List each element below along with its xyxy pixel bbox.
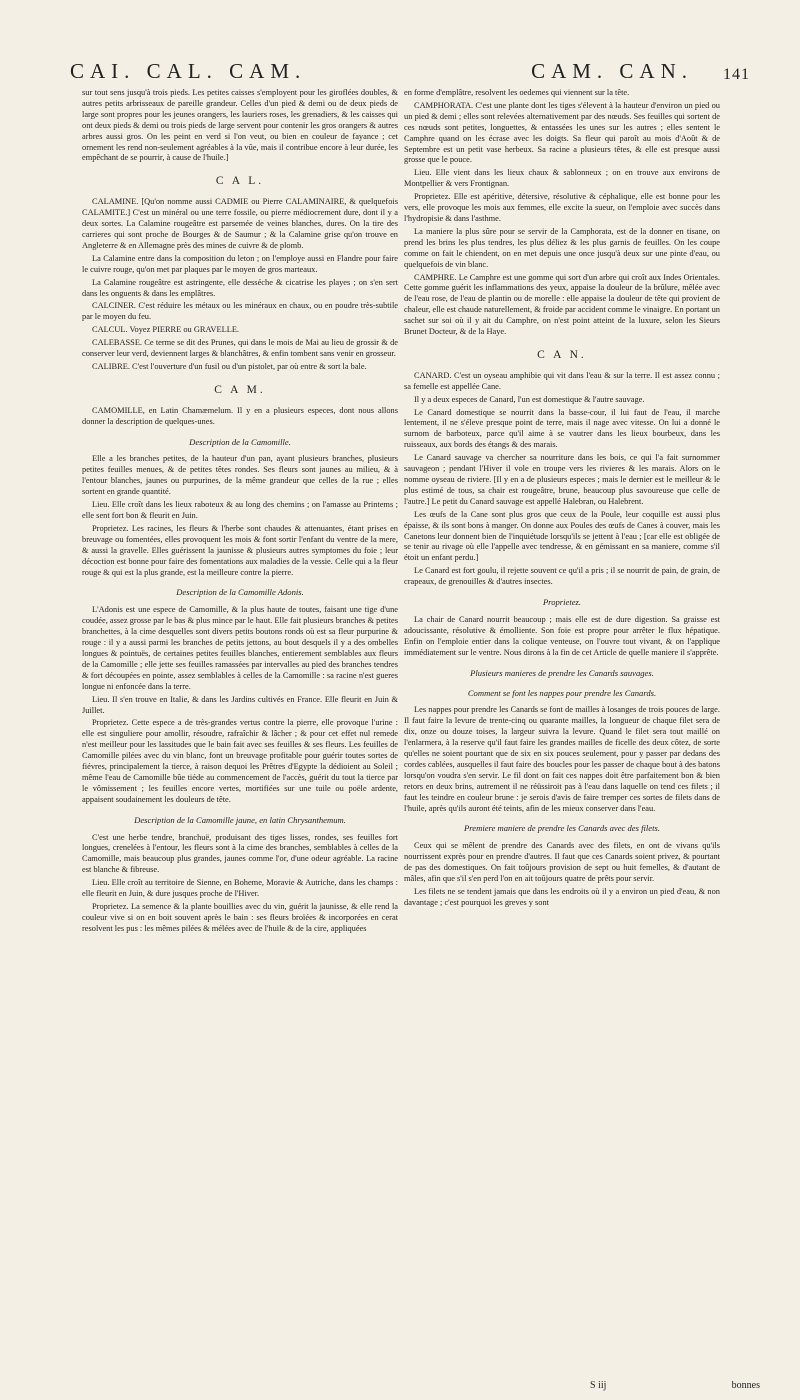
- section-heading: C A N.: [537, 348, 587, 361]
- subsection-heading: Proprietez.: [542, 597, 582, 608]
- paragraph: CANARD. C'est un oyseau amphibie qui vit dans l'eau & sur la terre. Il est assez connu ; sa femelle est appellée Cane.: [404, 370, 720, 391]
- paragraph: CALEBASSE. Ce terme se dit des Prunes, qui dans le mois de Mai au lieu de grossir & de conserver leur verd, deviennent larges & blanchâtres, & enfin tombent sans venir en grosseur.: [82, 338, 398, 359]
- paragraph: Lieu. Elle croît au territoire de Sienne, en Boheme, Moravie & Autriche, dans les champs : elle fleurit en Juin, & dure jusques proche de l'Hiver.: [82, 878, 398, 899]
- paragraph: sur tout sens jusqu'à trois pieds. Les petites caisses s'employent pour les giroflées doubles, & autres petits arbrisseaux de pareille grandeur. Celles d'un pied & demi ou de deux pieds de large sont propres pour les jeunes orangers, les lauriers roses, les grenadiers, & les caisses qui ont deux pieds & demi ou trois pieds de large servent pour contenir les gros orangers & autres arbres aussi gros. On les peint en verd si l'on veut, ou bien en couleur de fayance ; cet ornement les rend non-seulement agréables à la vûe, mais il contribue encore à leur durée, les empêchant de se pourrir, à cause de l'huile.]: [82, 88, 398, 163]
- paragraph: Lieu. Il s'en trouve en Italie, & dans les Jardins cultivés en France. Elle fleurit en Juin & Juillet.: [82, 694, 398, 715]
- signature-mark: S iij: [590, 1380, 607, 1391]
- paragraph: La Calamine entre dans la composition du leton ; on l'employe aussi en Flandre pour faire le cuivre rouge, qu'on met par plaques par le moyen de gros marteaux.: [82, 253, 398, 274]
- catchword: bonnes: [731, 1380, 760, 1391]
- paragraph: Proprietez. Elle est apéritive, détersive, résolutive & céphalique, elle est bonne pour les vers, elle provoque les mois aux femmes, elle excite la sueur, on l'emploie avec succès dans l'hydropisie & dans l'asthme.: [404, 192, 720, 223]
- paragraph: CALIBRE. C'est l'ouverture d'un fusil ou d'un pistolet, par où entre & sort la bale.: [92, 361, 367, 371]
- paragraph: CAMPHORATA. C'est une plante dont les tiges s'élevent à la hauteur d'environ un pied ou un pied & demi ; elles sont relevées alternativement par des nœuds. Ses feuilles qui sortent de ces nœuds sont petites, longuettes, & entassées les unes sur les autres ; elles sentent le Camphre quand on les écrase avec les doigts. Sa fleur qui paroît au mois d'Août & de Septembre est un petit vase herbeux. Sa racine a plusieurs têtes, & elle est presque aussi grosse que le pouce.: [404, 100, 720, 165]
- paragraph: L'Adonis est une espece de Camomille, & la plus haute de toutes, faisant une tige d'une coudée, assez grosse par le bas & plus mince par le haut. Elle fait plusieurs branches & petites branchettes, à la cime desquelles sont divers petits boutons ronds où est sa fleur purpurine & rouge : il y a aussi parmi les branches de petits jettons, au bout desquels il y a des ombelles longues & pointuës, de certaines petites feuilles blanches, entierement semblables aux fleurs de la Camomille ; elle jette ses feuilles ramassées par intervalles au pied des branches tendres & fort découpées en pointe, assez semblables à celles de la Camomille : sa racine n'est gueres longue ni enfoncée dans la terre.: [82, 605, 398, 691]
- paragraph: Lieu. Elle vient dans les lieux chaux & sablonneux ; on en trouve aux environs de Montpellier & vers Frontignan.: [404, 168, 720, 189]
- paragraph: Les nappes pour prendre les Canards se font de mailles à losanges de trois pouces de large. Il faut faire la levure de trente-cinq ou quarante mailles, la longueur de chaque filet sera de dix, onze ou douze toises, la largeur suivra la levure. Quand le filet sera tout maillé on l'enlarmera, à la reserve qu'il faut faire les grandes mailles de ficelle des deux côtez, de sorte qu'elles ne soient pourtant que de six en six pouces seulement, pour y passer par dedans des cordes cablées, ausquelles il faut faire des boucles pour les passer de chaque bout à des batons lorsqu'on voudra s'en servir. Le fil dont on fait ces nappes doit être parfaitement bon & bien retors en deux brins, autrement il ne réüssiroit pas à l'eau dans laquelle on tend ces filets ; il faut les teindre en couleur brune : je serois d'avis de faire tremper ces sortes de filets dans de l'huile, après qu'ils auront été teints, afin de les mieux conserver dans l'eau.: [404, 705, 720, 813]
- subsection-heading: Description de la Camomille Adonis.: [176, 587, 304, 598]
- paragraph: La maniere la plus sûre pour se servir de la Camphorata, est de la donner en tisane, on prend les brins les plus tendres, les plus déliez & les plus garnis de feuilles. On les coupe comme on fait le chiendent, on en met depuis une once jusqu'à deux sur une pinte d'eau, ou quelquefois de vin blanc.: [404, 226, 720, 269]
- paragraph: Le Canard est fort goulu, il rejette souvent ce qu'il a pris ; il se nourrit de pain, de grain, de crapeaux, de grenouilles & d'autres insectes.: [404, 566, 720, 587]
- right-text-column: [404, 88, 720, 1378]
- paragraph: Le Canard domestique se nourrit dans la basse-cour, il lui faut de l'eau, il marche lentement, il ne s'éleve presque point de terre, mais il nage avec vitesse. On lui a donné le surnom de barboteux, parce qu'il aime à se vautrer dans les lieux bourbeux, dans les ruisseaux, aux bords des étangs & des marais.: [404, 407, 720, 450]
- running-head-right: CAM. CAN.: [531, 59, 693, 83]
- paragraph: Les œufs de la Cane sont plus gros que ceux de la Poule, leur coquille est aussi plus épaisse, & ils sont bons à manger. On donne aux Poules des œufs de Canes à couver, mais les Canetons leur donnent bien de l'inquiétude lorsqu'ils se jettent à l'eau ; [car elle est obligée de se tenir au rivage où elle l'appelle avec tendresse, & en gémissant en sa maniere, comme s'il étoit un enfant perdu.]: [404, 509, 720, 563]
- paragraph: La Calamine rougeâtre est astringente, elle desséche & cicatrise les playes ; on s'en sert dans les onguents & dans les emplâtres.: [82, 277, 398, 298]
- subsection-heading: Description de la Camomille.: [189, 436, 291, 447]
- subsection-heading: Description de la Camomille jaune, en latin Chrysanthemum.: [134, 814, 346, 825]
- paragraph: CALAMINE. [Qu'on nomme aussi CADMIE ou Pierre CALAMINAIRE, & quelquefois CALAMITE.] C'est un minéral ou une terre fossile, ou pierre médiocrement dure, dont il y a deux sortes. La Calamine rougeâtre est parsemée de veines blanches, dures. On la tire des carrieres qui sont proche de Bourges & de Saumur ; & la Calamine grise qu'on trouve en Angleterre & en Allemagne près des mines de cuivre & de plomb.: [82, 197, 398, 250]
- paragraph: CAMOMILLE, en Latin Chamæmelum. Il y en a plusieurs especes, dont nous allons donner la description de quelques-unes.: [82, 405, 398, 426]
- paragraph: CALCINER. C'est réduire les métaux ou les minéraux en chaux, ou en poudre très-subtile par le moyen du feu.: [82, 301, 398, 322]
- running-head: [70, 60, 750, 84]
- paragraph: La chair de Canard nourrit beaucoup ; mais elle est de dure digestion. Sa graisse est adoucissante, résolutive & émolliente. Son foie est propre pour arrêter le flux hépatique. Enfin on l'emploie entier dans la colique venteuse, on l'ouvre tout vivant, & on l'applique immédiatement sur le ventre. Nous dirons à la fin de cet Article de quelle maniere il s'apprête.: [404, 614, 720, 657]
- subsection-heading: Premiere maniere de prendre les Canards avec des filets.: [464, 823, 660, 834]
- paragraph: Le Canard sauvage va chercher sa nourriture dans les bois, ce qui l'a fait surnommer sauvageon ; pendant l'Hiver il vole en troupe vers les rivieres & les marais. Alors on le nomme oyseau de riviere. [Il y en a de plusieurs especes ; mais le dernier est le meilleur & le plus estimé de tous, sa chair est rougeâtre, brune, beaucoup plus savoureuse que celle de l'autre.] Le petit du Canard sauvage est appellé Halebran, ou Halebrent.: [404, 453, 720, 506]
- paragraph: Elle a les branches petites, de la hauteur d'un pan, ayant plusieurs branches, plusieurs petites feuilles menues, & de petites têtes rondes. Ses fleurs sont jaunes au milieu, & à l'entour blanches, jaunes ou purpurines, de la même grandeur que celles de la rue ; elles sortent en grande quantité.: [82, 454, 398, 497]
- paragraph: CAMPHRE. Le Camphre est une gomme qui sort d'un arbre qui croît aux Indes Orientales. Cette gomme guérit les inflammations des yeux, appaise la douleur de la brûlure, mêlée avec de l'eau rose, de l'eau de plantin ou de morelle : elle appaise la douleur de tête qui provient de chaleur, elle est chaude naturellement, & froide par accident comme le vinaigre. En portant un sachet sur soi où il y ait du Camphre, on n'est point atteint de la luxure, selon les Sieurs Brunet Docteur, & de la Haye.: [404, 272, 720, 337]
- paragraph: Lieu. Elle croît dans les lieux raboteux & au long des chemins ; on l'amasse au Printems ; elle sent fort bon & fleurit en Juin.: [82, 500, 398, 520]
- paragraph: Proprietez. La semence & la plante bouillies avec du vin, guérit la jaunisse, & elle rend la couleur vive si on en boit souvent après le bain : ses fleurs broïées & incorporées en cerat resolvent les pus : les mêmes pilées & mélées avec de l'huile & de la cire, appliquées: [82, 902, 398, 933]
- paragraph: CALCUL. Voyez PIERRE ou GRAVELLE.: [92, 325, 240, 335]
- section-heading: C A L.: [215, 175, 265, 188]
- paragraph: Il y a deux especes de Canard, l'un est domestique & l'autre sauvage.: [414, 394, 645, 404]
- paragraph: Proprietez. Cette espece a de très-grandes vertus contre la pierre, elle provoque l'urine : elle est singuliere pour amollir, résoudre, rafraîchir & lâcher ; & pour cet effet nul remede n'est meilleur pour les lassitudes que le bain fait avec ses feuilles & ses fleurs. Les feuilles de Camomille pilées avec du vin blanc, font un breuvage profitable pour guérir toutes sortes de fiévres, principalement la tierce, à raison dequoi les Prêtres d'Egypte la dédioient au Soleil ; même l'eau de Camomille bûe tiéde au commencement de l'accès, guérit du tout la tierce par le vômissement ; les feuilles encore vertes, mortifiées sur une tuile ou poële ardente, appaisent soudainement les douleurs de tête.: [82, 718, 398, 804]
- paragraph: Proprietez. Les racines, les fleurs & l'herbe sont chaudes & attenuantes, étant prises en breuvage ou fomentées, elles provoquent les mois & font sortir l'enfant du ventre de la mere, & aussi la gravelle. Elles guérissent la jaunisse & plusieurs autres symptomes du foie ; leur décoction est bonne pour faire des fomentations aux maladies de la vessie. Celle qui a la fleur rouge & qui est la plus grande, est la meilleure contre la pierre.: [82, 523, 398, 577]
- page-footer: [590, 1380, 760, 1394]
- paragraph: en forme d'emplâtre, resolvent les oedemes qui viennent sur la tête.: [404, 88, 630, 97]
- page-number: 141: [723, 66, 750, 83]
- subsection-heading: Comment se font les nappes pour prendre les Canards.: [467, 687, 657, 698]
- paragraph: Les filets ne se tendent jamais que dans les endroits où il y a environ un pied d'eau, & non davantage ; c'est pourquoi les greves y sont: [404, 887, 720, 907]
- running-head-right-group: [531, 59, 750, 84]
- paragraph: Ceux qui se mêlent de prendre des Canards avec des filets, en ont de vivans qu'ils nourrissent exprès pour en prendre d'autres. Il faut que ces Canards soient privez, & pourtant de pas des domestiques. On fait toûjours provision de sept ou huit femelles, & d'autant de mâles, afin que s'il s'en perd l'on en ait toûjours quatre de prêts pour servir.: [404, 841, 720, 884]
- subsection-heading: Plusieurs manieres de prendre les Canards sauvages.: [470, 667, 654, 678]
- section-heading: C A M.: [214, 383, 266, 396]
- paragraph: C'est une herbe tendre, branchuë, produisant des tiges lisses, rondes, ses feuilles fort longues, crenelées à l'entour, les fleurs sont à la cime des branches, semblables à celles de la Camomille, mais beaucoup plus grandes, jaunes comme l'or, d'une odeur agréable. La racine est blanche & fibreuse.: [82, 832, 398, 875]
- running-head-left: CAI. CAL. CAM.: [70, 59, 307, 83]
- left-text-column: [82, 88, 398, 1378]
